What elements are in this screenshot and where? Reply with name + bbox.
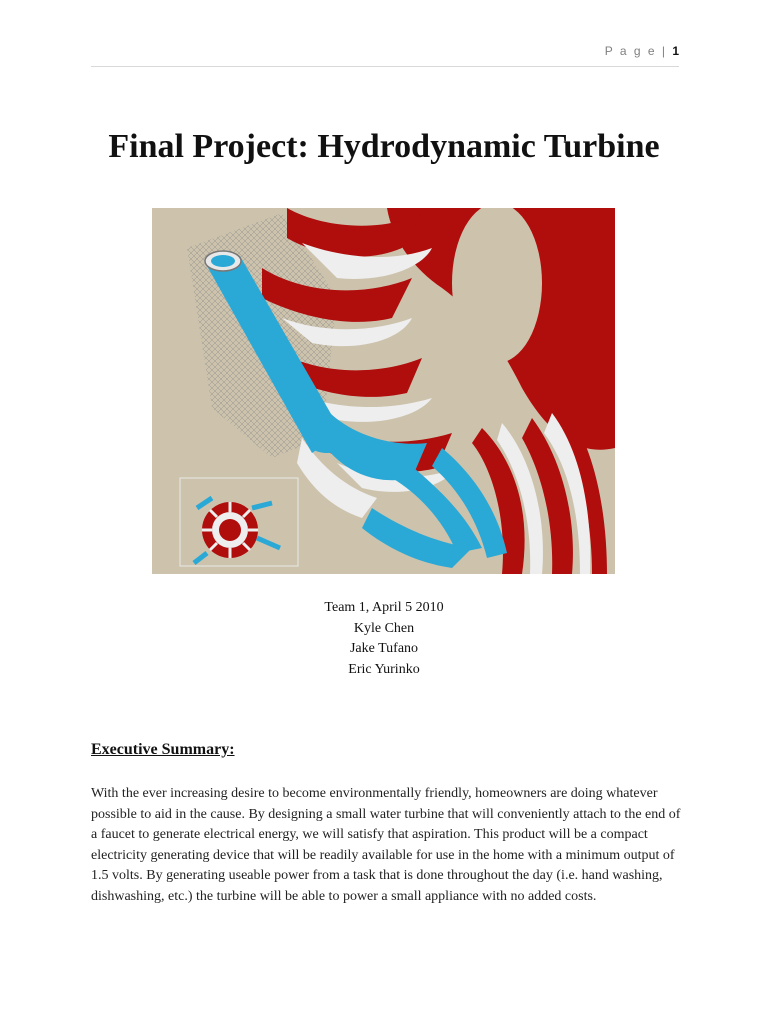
team-date: Team 1, April 5 2010 (324, 600, 444, 615)
turbine-render-icon (152, 208, 615, 574)
document-title: Final Project: Hydrodynamic Turbine (108, 128, 660, 165)
page-label: P a g e | (604, 44, 667, 58)
author-name: Kyle Chen (353, 620, 415, 636)
author-name: Eric Yurinko (348, 661, 420, 677)
page-header (91, 44, 679, 67)
section-heading: Executive Summary: (91, 741, 235, 758)
author-name: Jake Tufano (349, 641, 419, 656)
author-block (0, 598, 768, 680)
page-number: 1 (672, 44, 679, 58)
summary-paragraph: With the ever increasing desire to become environmentally friendly, homeowners are doing whatever possible to aid in the cause. By designing a small water turbine that will conveniently attach to the end of a faucet to generate electrical energy, we will satisfy that aspiration. This product will be a compact electricity generating device that will be readily available for use in the home with a minimum output of 1.5 volts. By generating useable power from a task that is done throughout the day (i.e. hand washing, dishwashing, etc.) the turbine will be able to power a small appliance with no added costs. (91, 786, 681, 904)
turbine-render-image (152, 208, 615, 574)
